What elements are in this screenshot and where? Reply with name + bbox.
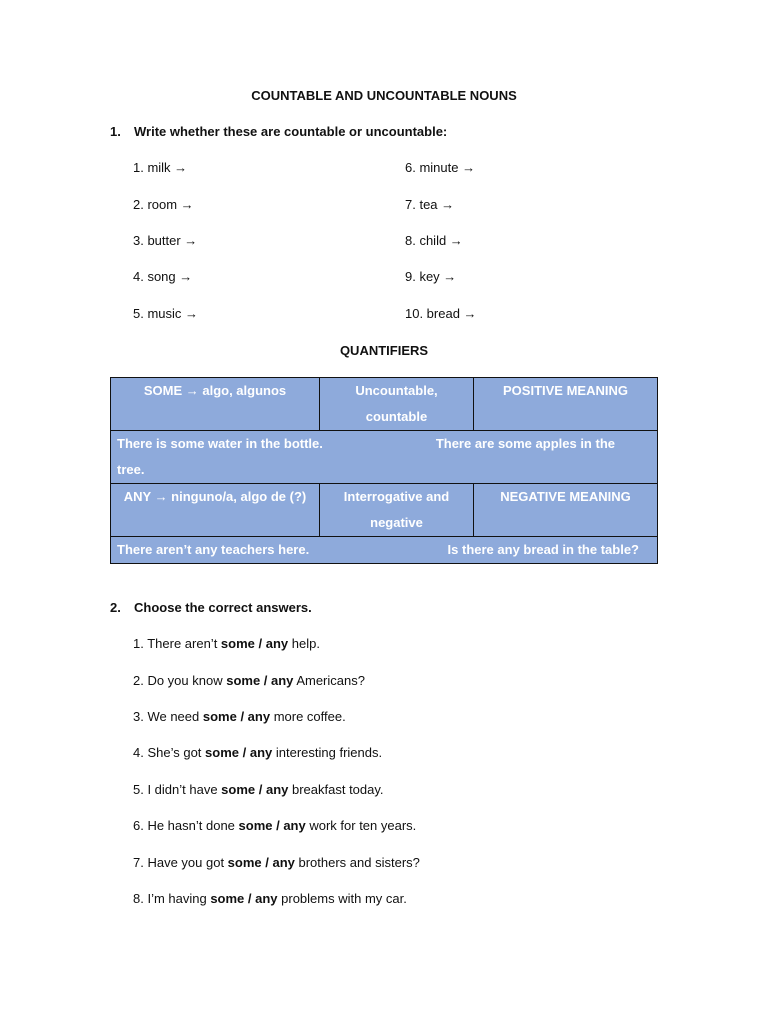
- question-text: problems with my car.: [277, 891, 407, 906]
- example-right: There are some apples in the: [435, 436, 615, 451]
- list-item: 6. minute →: [405, 160, 476, 175]
- example-wrap: tree.: [117, 462, 145, 477]
- question-text: 1. There aren’t: [133, 636, 221, 651]
- question-text: more coffee.: [270, 709, 346, 724]
- some-meaning-cell: POSITIVE MEANING: [474, 378, 658, 431]
- any-meaning-cell: NEGATIVE MEANING: [474, 484, 658, 537]
- exercise-1-heading: [110, 123, 447, 141]
- question-item: [133, 854, 420, 872]
- page-title: COUNTABLE AND UNCOUNTABLE NOUNS: [251, 88, 517, 103]
- table-row: [111, 431, 658, 484]
- cell-line: negative: [370, 515, 423, 530]
- question-text: breakfast today.: [288, 782, 384, 797]
- cell-line: Interrogative and: [343, 489, 450, 504]
- question-item: [133, 890, 407, 908]
- question-text: interesting friends.: [272, 745, 383, 760]
- some-usage-cell: [320, 378, 474, 431]
- list-item: 1. milk →: [133, 160, 188, 175]
- example-left: There aren’t any teachers here.: [117, 542, 310, 557]
- list-item: 9. key →: [405, 269, 457, 284]
- question-text: 3. We need: [133, 709, 203, 724]
- answer-choice: some / any: [210, 891, 278, 906]
- example-right: Is there any bread in the table?: [447, 542, 639, 557]
- quantifiers-title: QUANTIFIERS: [339, 343, 429, 358]
- exercise-1-heading-text: Write whether these are countable or uncountable:: [134, 124, 448, 139]
- table-row: [111, 537, 658, 564]
- table-row: [111, 378, 658, 431]
- answer-choice: some / any: [202, 709, 271, 724]
- answer-choice: some / any: [221, 782, 289, 797]
- any-definition-cell: ANY → ninguno/a, algo de (?): [111, 484, 320, 537]
- cell-line: countable: [365, 409, 428, 424]
- any-example-cell: [111, 537, 658, 564]
- question-item: [133, 635, 320, 653]
- question-item: [133, 781, 384, 799]
- question-item: [133, 817, 416, 835]
- answer-choice: some / any: [220, 636, 289, 651]
- list-item: 10. bread →: [405, 306, 477, 321]
- question-text: brothers and sisters?: [294, 855, 420, 870]
- exercise-2-number: 2.: [110, 600, 121, 615]
- exercise-2-heading: [110, 599, 312, 617]
- question-text: 6. He hasn’t done: [133, 818, 239, 833]
- answer-choice: some / any: [205, 745, 273, 760]
- list-item: 3. butter →: [133, 233, 198, 248]
- example-left: There is some water in the bottle.: [117, 436, 323, 451]
- question-text: work for ten years.: [305, 818, 417, 833]
- some-definition-cell: SOME → algo, algunos: [111, 378, 320, 431]
- cell-line: Uncountable,: [355, 383, 438, 398]
- list-item: 2. room →: [133, 197, 194, 212]
- list-item: 7. tea →: [405, 197, 455, 212]
- exercise-1-number: 1.: [110, 124, 121, 139]
- exercise-2-heading-text: Choose the correct answers.: [134, 600, 312, 615]
- question-text: 5. I didn’t have: [133, 782, 222, 797]
- list-item: 5. music →: [133, 306, 199, 321]
- any-usage-cell: [320, 484, 474, 537]
- question-text: 7. Have you got: [133, 855, 228, 870]
- question-item: [133, 672, 365, 690]
- question-item: [133, 708, 346, 726]
- table-row: [111, 484, 658, 537]
- answer-choice: some / any: [226, 673, 294, 688]
- quantifiers-table: [110, 377, 658, 564]
- list-item: 4. song →: [133, 269, 193, 284]
- answer-choice: some / any: [238, 818, 306, 833]
- question-item: [133, 744, 382, 762]
- question-text: 2. Do you know: [133, 673, 227, 688]
- question-text: Americans?: [293, 673, 365, 688]
- some-example-cell: [111, 431, 658, 484]
- list-item: 8. child →: [405, 233, 463, 248]
- question-text: help.: [288, 636, 320, 651]
- question-text: 4. She’s got: [133, 745, 206, 760]
- question-text: 8. I’m having: [133, 891, 211, 906]
- answer-choice: some / any: [227, 855, 295, 870]
